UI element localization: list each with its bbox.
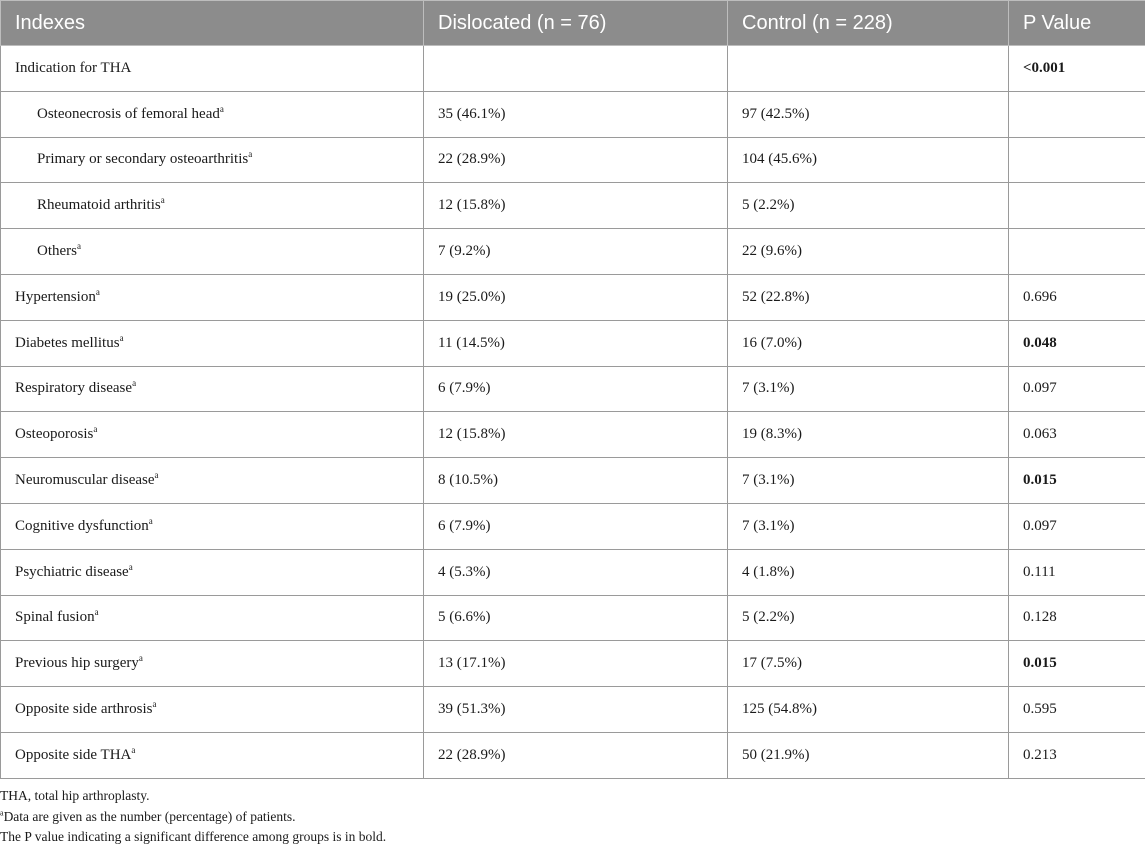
control-cell: 52 (22.8%) [728, 274, 1009, 320]
dislocated-cell: 12 (15.8%) [424, 183, 728, 229]
table-row [1, 137, 1145, 183]
control-cell: 50 (21.9%) [728, 732, 1009, 778]
dislocated-cell: 35 (46.1%) [424, 91, 728, 137]
dislocated-cell: 8 (10.5%) [424, 458, 728, 504]
table-row [1, 687, 1145, 733]
footnote-a-text: Data are given as the number (percentage) of patients. [4, 809, 296, 824]
dislocated-cell: 19 (25.0%) [424, 274, 728, 320]
dislocated-cell: 6 (7.9%) [424, 503, 728, 549]
row-label-text: Respiratory disease [15, 380, 132, 396]
p-value-cell: 0.111 [1009, 549, 1145, 595]
control-cell: 104 (45.6%) [728, 137, 1009, 183]
row-label-text: Rheumatoid arthritis [37, 197, 161, 213]
control-cell [728, 46, 1009, 92]
control-cell: 22 (9.6%) [728, 229, 1009, 275]
row-label [1, 595, 424, 641]
p-value-cell: 0.595 [1009, 687, 1145, 733]
p-value-cell: 0.015 [1009, 641, 1145, 687]
control-cell: 125 (54.8%) [728, 687, 1009, 733]
p-value-cell: <0.001 [1009, 46, 1145, 92]
table-row [1, 229, 1145, 275]
p-value-cell: 0.015 [1009, 458, 1145, 504]
row-label-text: Indication for THA [15, 60, 131, 76]
control-cell: 7 (3.1%) [728, 458, 1009, 504]
table-row [1, 595, 1145, 641]
dislocated-cell: 7 (9.2%) [424, 229, 728, 275]
dislocated-cell: 39 (51.3%) [424, 687, 728, 733]
table-row [1, 503, 1145, 549]
footnote-a [0, 807, 386, 828]
footnote-marker: a [95, 607, 99, 617]
footnote-bold-note: The P value indicating a significant difference among groups is in bold. [0, 827, 386, 848]
table-row [1, 183, 1145, 229]
table-row [1, 91, 1145, 137]
row-label [1, 412, 424, 458]
row-label-text: Osteonecrosis of femoral head [37, 106, 220, 122]
row-label-text: Spinal fusion [15, 609, 95, 625]
table-row [1, 366, 1145, 412]
row-label-text: Cognitive dysfunction [15, 518, 149, 534]
row-label [1, 687, 424, 733]
row-label [1, 732, 424, 778]
table-row [1, 274, 1145, 320]
control-cell: 97 (42.5%) [728, 91, 1009, 137]
table-header [1, 1, 1145, 46]
header-p-value: P Value [1009, 1, 1145, 46]
footnote-marker: a [96, 287, 100, 297]
dislocated-cell: 22 (28.9%) [424, 732, 728, 778]
control-cell: 19 (8.3%) [728, 412, 1009, 458]
table-row [1, 458, 1145, 504]
row-label [1, 274, 424, 320]
control-cell: 4 (1.8%) [728, 549, 1009, 595]
row-label-text: Hypertension [15, 289, 96, 305]
footnote-marker: a [139, 653, 143, 663]
row-label-text: Primary or secondary osteoarthritis [37, 151, 248, 167]
dislocated-cell: 12 (15.8%) [424, 412, 728, 458]
header-dislocated: Dislocated (n = 76) [424, 1, 728, 46]
row-label-text: Others [37, 243, 77, 259]
control-cell: 5 (2.2%) [728, 595, 1009, 641]
p-value-cell [1009, 183, 1145, 229]
row-label-text: Osteoporosis [15, 426, 93, 442]
dislocated-cell: 22 (28.9%) [424, 137, 728, 183]
p-value-cell [1009, 137, 1145, 183]
dislocated-cell: 4 (5.3%) [424, 549, 728, 595]
row-label [1, 229, 424, 275]
footnote-marker: a [132, 378, 136, 388]
footnote-marker: a [155, 470, 159, 480]
control-cell: 16 (7.0%) [728, 320, 1009, 366]
control-cell: 7 (3.1%) [728, 366, 1009, 412]
footnote-marker: a [77, 241, 81, 251]
dislocated-cell: 13 (17.1%) [424, 641, 728, 687]
footnote-marker: a [152, 699, 156, 709]
footnote-abbreviation: THA, total hip arthroplasty. [0, 786, 386, 807]
row-label [1, 137, 424, 183]
row-label [1, 46, 424, 92]
row-label [1, 549, 424, 595]
dislocated-cell: 6 (7.9%) [424, 366, 728, 412]
table-row [1, 641, 1145, 687]
p-value-cell [1009, 229, 1145, 275]
control-cell: 7 (3.1%) [728, 503, 1009, 549]
p-value-cell: 0.213 [1009, 732, 1145, 778]
dislocated-cell: 11 (14.5%) [424, 320, 728, 366]
control-cell: 17 (7.5%) [728, 641, 1009, 687]
row-label-text: Psychiatric disease [15, 564, 129, 580]
table-footnotes [0, 786, 386, 848]
table-row [1, 412, 1145, 458]
footnote-marker: a [220, 104, 224, 114]
footnote-marker: a [161, 195, 165, 205]
dislocated-cell: 5 (6.6%) [424, 595, 728, 641]
header-indexes: Indexes [1, 1, 424, 46]
table-body [1, 46, 1145, 779]
row-label [1, 366, 424, 412]
row-label-text: Diabetes mellitus [15, 335, 120, 351]
footnote-marker: a [120, 333, 124, 343]
row-label [1, 503, 424, 549]
p-value-cell: 0.696 [1009, 274, 1145, 320]
row-label-text: Opposite side arthrosis [15, 701, 152, 717]
p-value-cell: 0.063 [1009, 412, 1145, 458]
control-cell: 5 (2.2%) [728, 183, 1009, 229]
row-label [1, 91, 424, 137]
table-row [1, 320, 1145, 366]
footnote-marker: a [149, 516, 153, 526]
p-value-cell: 0.048 [1009, 320, 1145, 366]
dislocated-cell [424, 46, 728, 92]
footnote-marker: a [93, 424, 97, 434]
p-value-cell: 0.128 [1009, 595, 1145, 641]
table-row [1, 46, 1145, 92]
footnote-marker: a [129, 562, 133, 572]
row-label [1, 320, 424, 366]
table-row [1, 549, 1145, 595]
p-value-cell: 0.097 [1009, 503, 1145, 549]
header-control: Control (n = 228) [728, 1, 1009, 46]
footnote-marker: a [131, 745, 135, 755]
table-row [1, 732, 1145, 778]
row-label-text: Neuromuscular disease [15, 472, 155, 488]
row-label [1, 458, 424, 504]
row-label-text: Previous hip surgery [15, 655, 139, 671]
row-label [1, 641, 424, 687]
footnote-marker: a [248, 149, 252, 159]
p-value-cell: 0.097 [1009, 366, 1145, 412]
row-label [1, 183, 424, 229]
row-label-text: Opposite side THA [15, 747, 131, 763]
header-row [1, 1, 1145, 46]
p-value-cell [1009, 91, 1145, 137]
footnote-a-marker: a [0, 808, 4, 817]
